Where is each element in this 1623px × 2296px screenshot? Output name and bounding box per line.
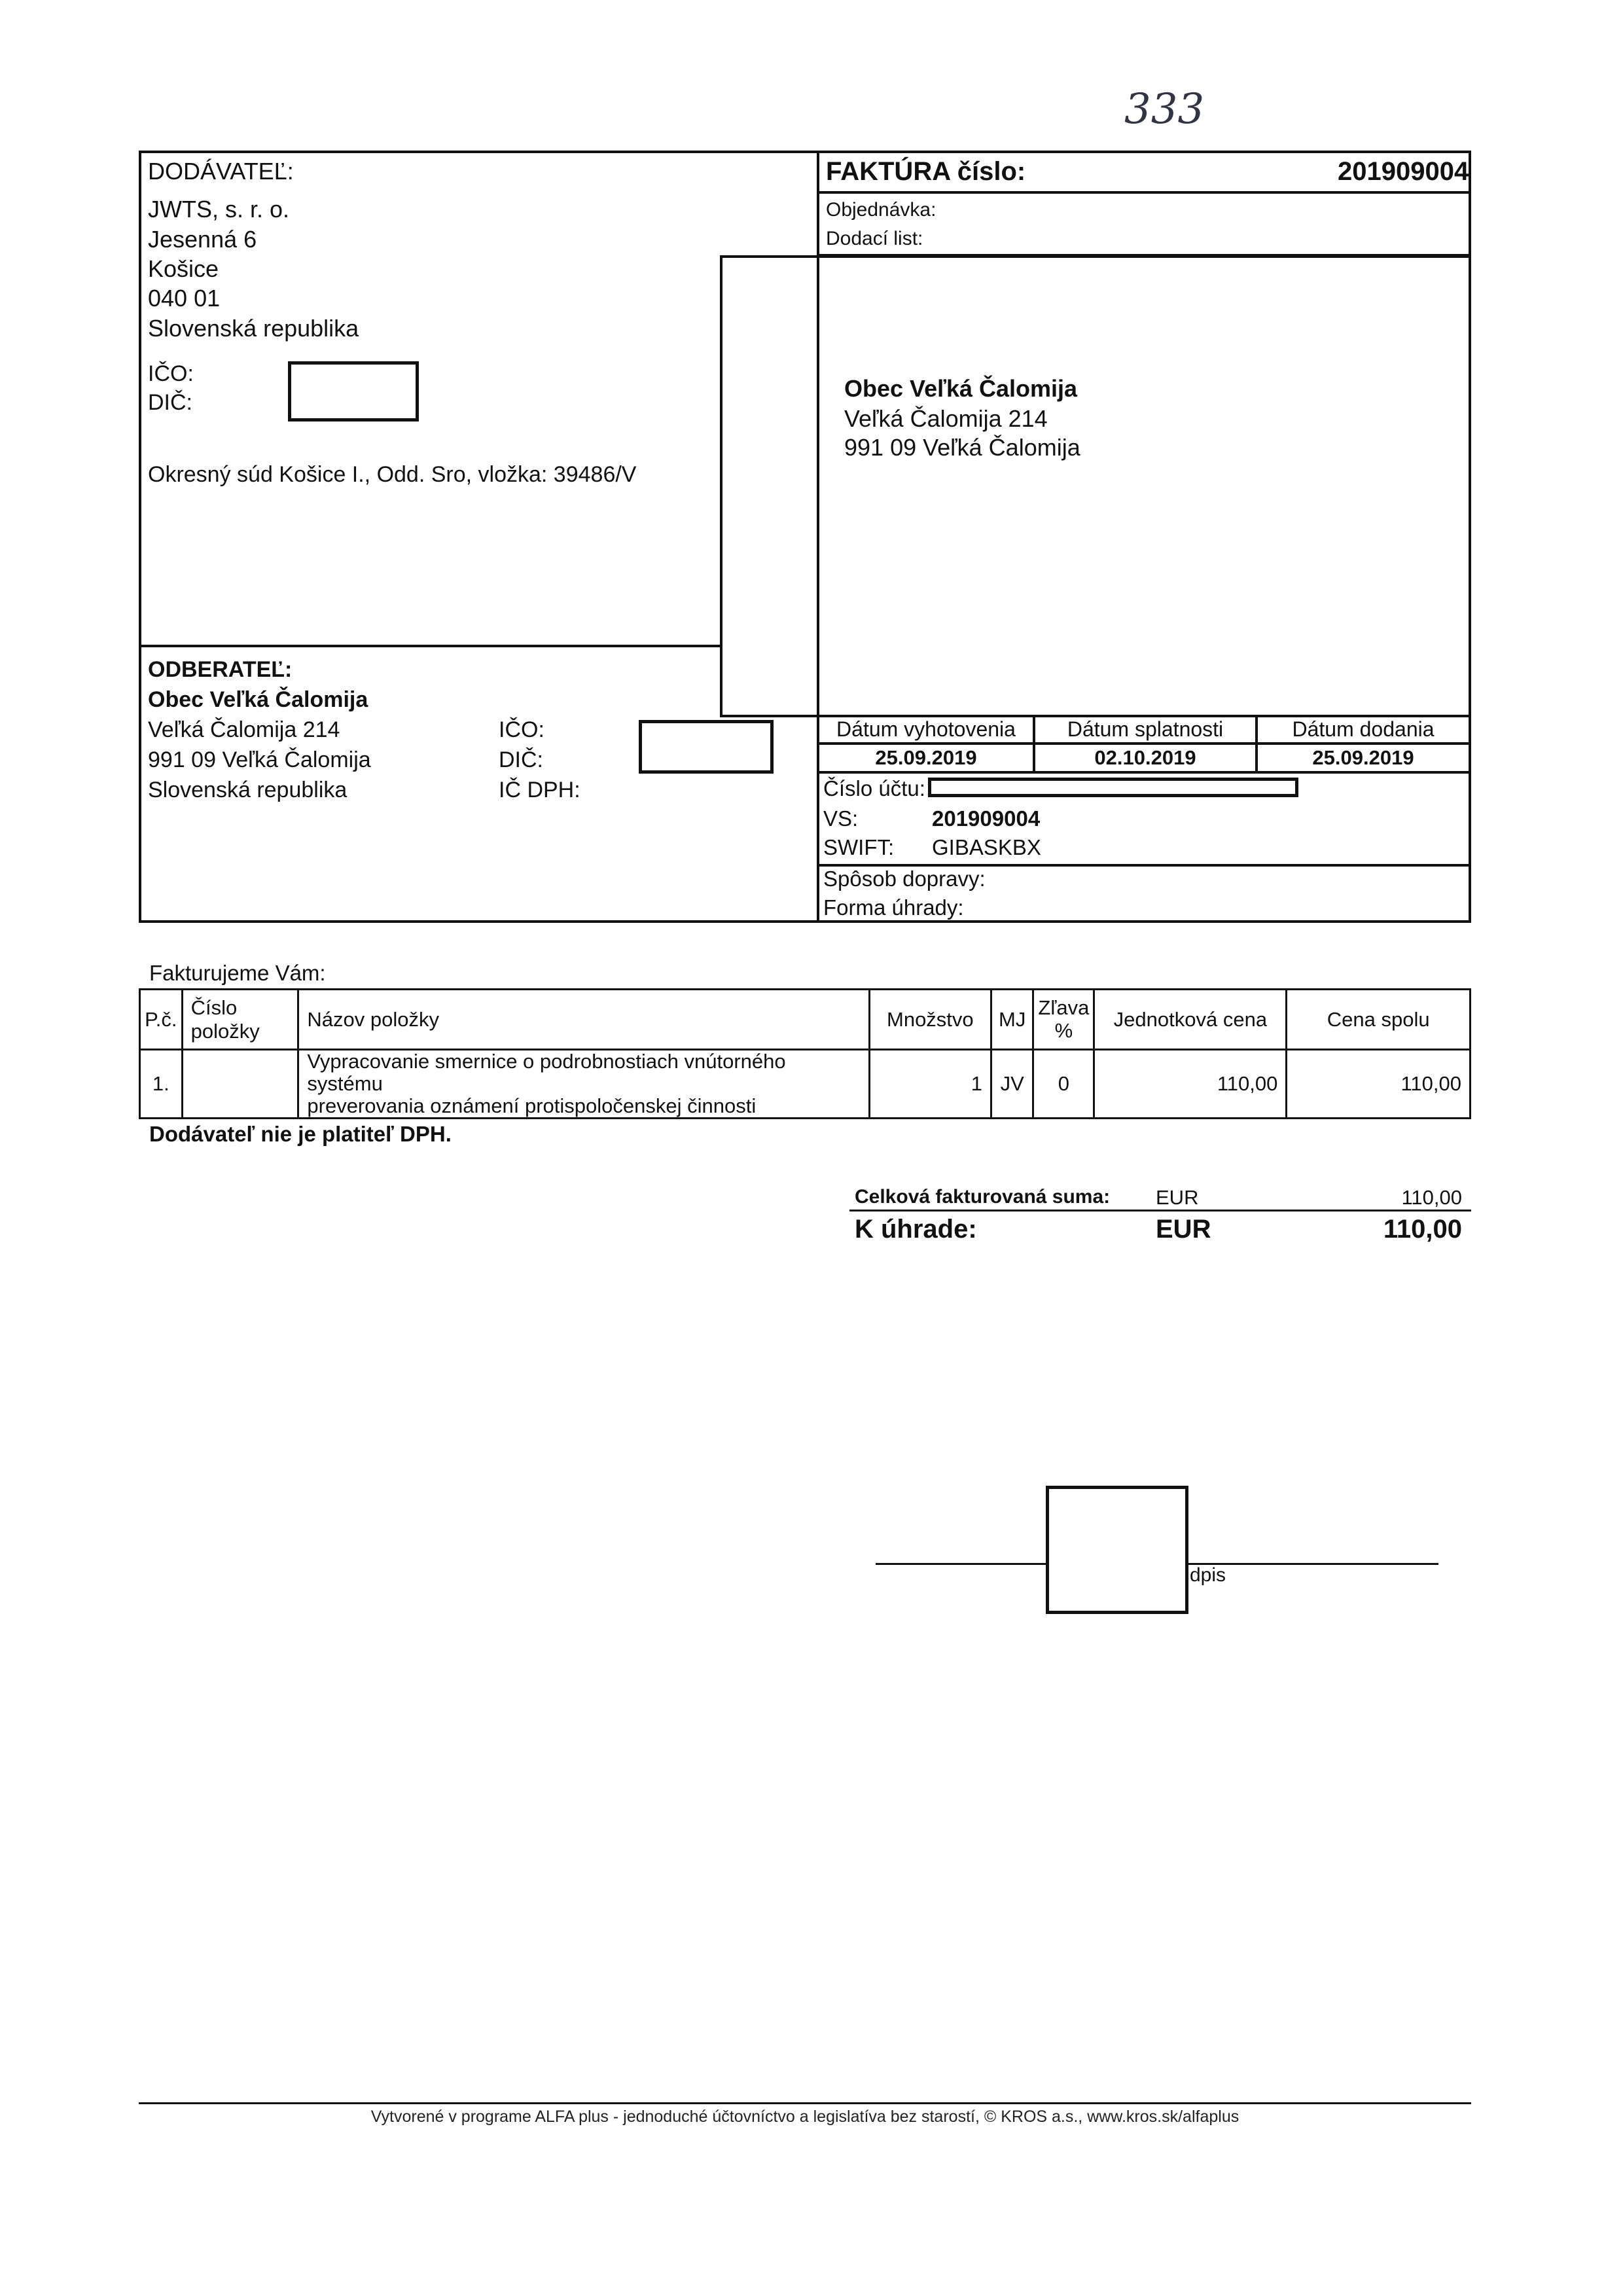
supplier-city: Košice xyxy=(148,255,219,282)
signature-label-fragment: dpis xyxy=(1190,1564,1226,1586)
footer-rule xyxy=(139,2102,1471,2104)
issued-date: 25.09.2019 xyxy=(875,746,977,769)
supplier-name: JWTS, s. r. o. xyxy=(148,196,290,223)
amount-due: 110,00 xyxy=(1383,1215,1462,1244)
table-header-row xyxy=(140,990,1471,1050)
items-table xyxy=(139,988,1471,1119)
supplier-court-registration: Okresný súd Košice I., Odd. Sro, vložka: 39486/V xyxy=(148,462,637,487)
customer-city: 991 09 Veľká Čalomija xyxy=(148,747,371,772)
totals-divider xyxy=(849,1210,1471,1211)
row-code xyxy=(182,1050,298,1119)
supplier-country: Slovenská republika xyxy=(148,315,359,342)
col-header-discount: Zľava % xyxy=(1033,990,1094,1050)
customer-heading: ODBERATEĽ: xyxy=(148,657,293,682)
supplier-zip: 040 01 xyxy=(148,285,221,312)
redacted-customer-ids xyxy=(639,720,774,774)
invoice-number: 201909004 xyxy=(1338,157,1469,186)
swift-label: SWIFT: xyxy=(823,835,895,859)
invoice-header-divider xyxy=(817,191,1471,194)
invoiced-total-currency: EUR xyxy=(1156,1186,1199,1209)
customer-dic-label: DIČ: xyxy=(499,747,543,772)
amount-due-currency: EUR xyxy=(1156,1215,1211,1244)
col-header-unit-price: Jednotková cena xyxy=(1094,990,1287,1050)
table-row xyxy=(140,1050,1471,1119)
amount-due-label: K úhrade: xyxy=(855,1215,977,1244)
row-name xyxy=(298,1050,869,1119)
supplier-street: Jesenná 6 xyxy=(148,226,257,253)
customer-country: Slovenská republika xyxy=(148,778,348,802)
col-header-unit: MJ xyxy=(991,990,1033,1050)
col-header-code: Číslo položky xyxy=(182,990,298,1050)
customer-street: Veľká Čalomija 214 xyxy=(148,717,340,742)
footer-text: Vytvorené v programe ALFA plus - jednoduché účtovníctvo a legislatíva bez starostí, © KROS a.s., www.kros.sk/alfaplus xyxy=(370,2108,1240,2126)
row-qty: 1 xyxy=(869,1050,991,1119)
col-header-qty: Množstvo xyxy=(869,990,991,1050)
issued-date-label: Dátum vyhotovenia xyxy=(836,717,1016,741)
redacted-supplier-ids xyxy=(288,361,419,422)
payment-method-label: Forma úhrady: xyxy=(823,895,964,920)
row-unit: JV xyxy=(991,1050,1033,1119)
vs-label: VS: xyxy=(823,806,859,831)
supplier-dic-label: DIČ: xyxy=(148,390,192,415)
row-total: 110,00 xyxy=(1287,1050,1471,1119)
invoice-title: FAKTÚRA číslo: xyxy=(826,157,1026,186)
invoiced-total-amount: 110,00 xyxy=(1401,1186,1462,1209)
redacted-signature-stamp xyxy=(1046,1486,1188,1614)
col-header-name: Názov položky xyxy=(298,990,869,1050)
col-header-total: Cena spolu xyxy=(1287,990,1471,1050)
row-pc: 1. xyxy=(140,1050,183,1119)
recipient-street: Veľká Čalomija 214 xyxy=(844,405,1048,432)
delivery-note-label: Dodací list: xyxy=(826,228,923,249)
supplier-customer-box xyxy=(139,151,819,923)
due-date-label: Dátum splatnosti xyxy=(1067,717,1224,741)
order-label: Objednávka: xyxy=(826,199,936,221)
items-intro: Fakturujeme Vám: xyxy=(149,961,326,985)
redacted-account-number xyxy=(928,778,1298,797)
row-unit-price: 110,00 xyxy=(1094,1050,1287,1119)
supplier-heading: DODÁVATEĽ: xyxy=(148,158,294,185)
col-header-pc: P.č. xyxy=(140,990,183,1050)
handwritten-number: 333 xyxy=(1124,85,1205,134)
customer-ico-label: IČO: xyxy=(499,717,544,742)
swift-value: GIBASKBX xyxy=(932,835,1041,859)
recipient-name: Obec Veľká Čalomija xyxy=(844,375,1078,402)
row-discount: 0 xyxy=(1033,1050,1094,1119)
vs-value: 201909004 xyxy=(932,806,1041,831)
invoiced-total-label: Celková fakturovaná suma: xyxy=(855,1186,1111,1208)
dates-header-divider xyxy=(817,742,1471,745)
supplier-ico-label: IČO: xyxy=(148,361,194,386)
recipient-city: 991 09 Veľká Čalomija xyxy=(844,434,1080,461)
row-name-line1: Vypracovanie smernice o podrobnostiach vnútorného systému xyxy=(307,1050,786,1096)
transport-label: Spôsob dopravy: xyxy=(823,867,986,891)
delivery-date: 25.09.2019 xyxy=(1312,746,1414,769)
vat-note: Dodávateľ nie je platiteľ DPH. xyxy=(149,1122,452,1146)
due-date: 02.10.2019 xyxy=(1094,746,1196,769)
row-name-line2: preverovania oznámení protispoločenskej činnosti xyxy=(307,1094,757,1118)
recipient-address-window xyxy=(720,255,1471,717)
dates-row-divider xyxy=(817,771,1471,774)
delivery-date-label: Dátum dodania xyxy=(1292,717,1435,741)
customer-name: Obec Veľká Čalomija xyxy=(148,687,368,712)
section-divider xyxy=(139,645,721,647)
customer-icdph-label: IČ DPH: xyxy=(499,778,580,802)
account-number-label: Číslo účtu: xyxy=(823,776,925,800)
